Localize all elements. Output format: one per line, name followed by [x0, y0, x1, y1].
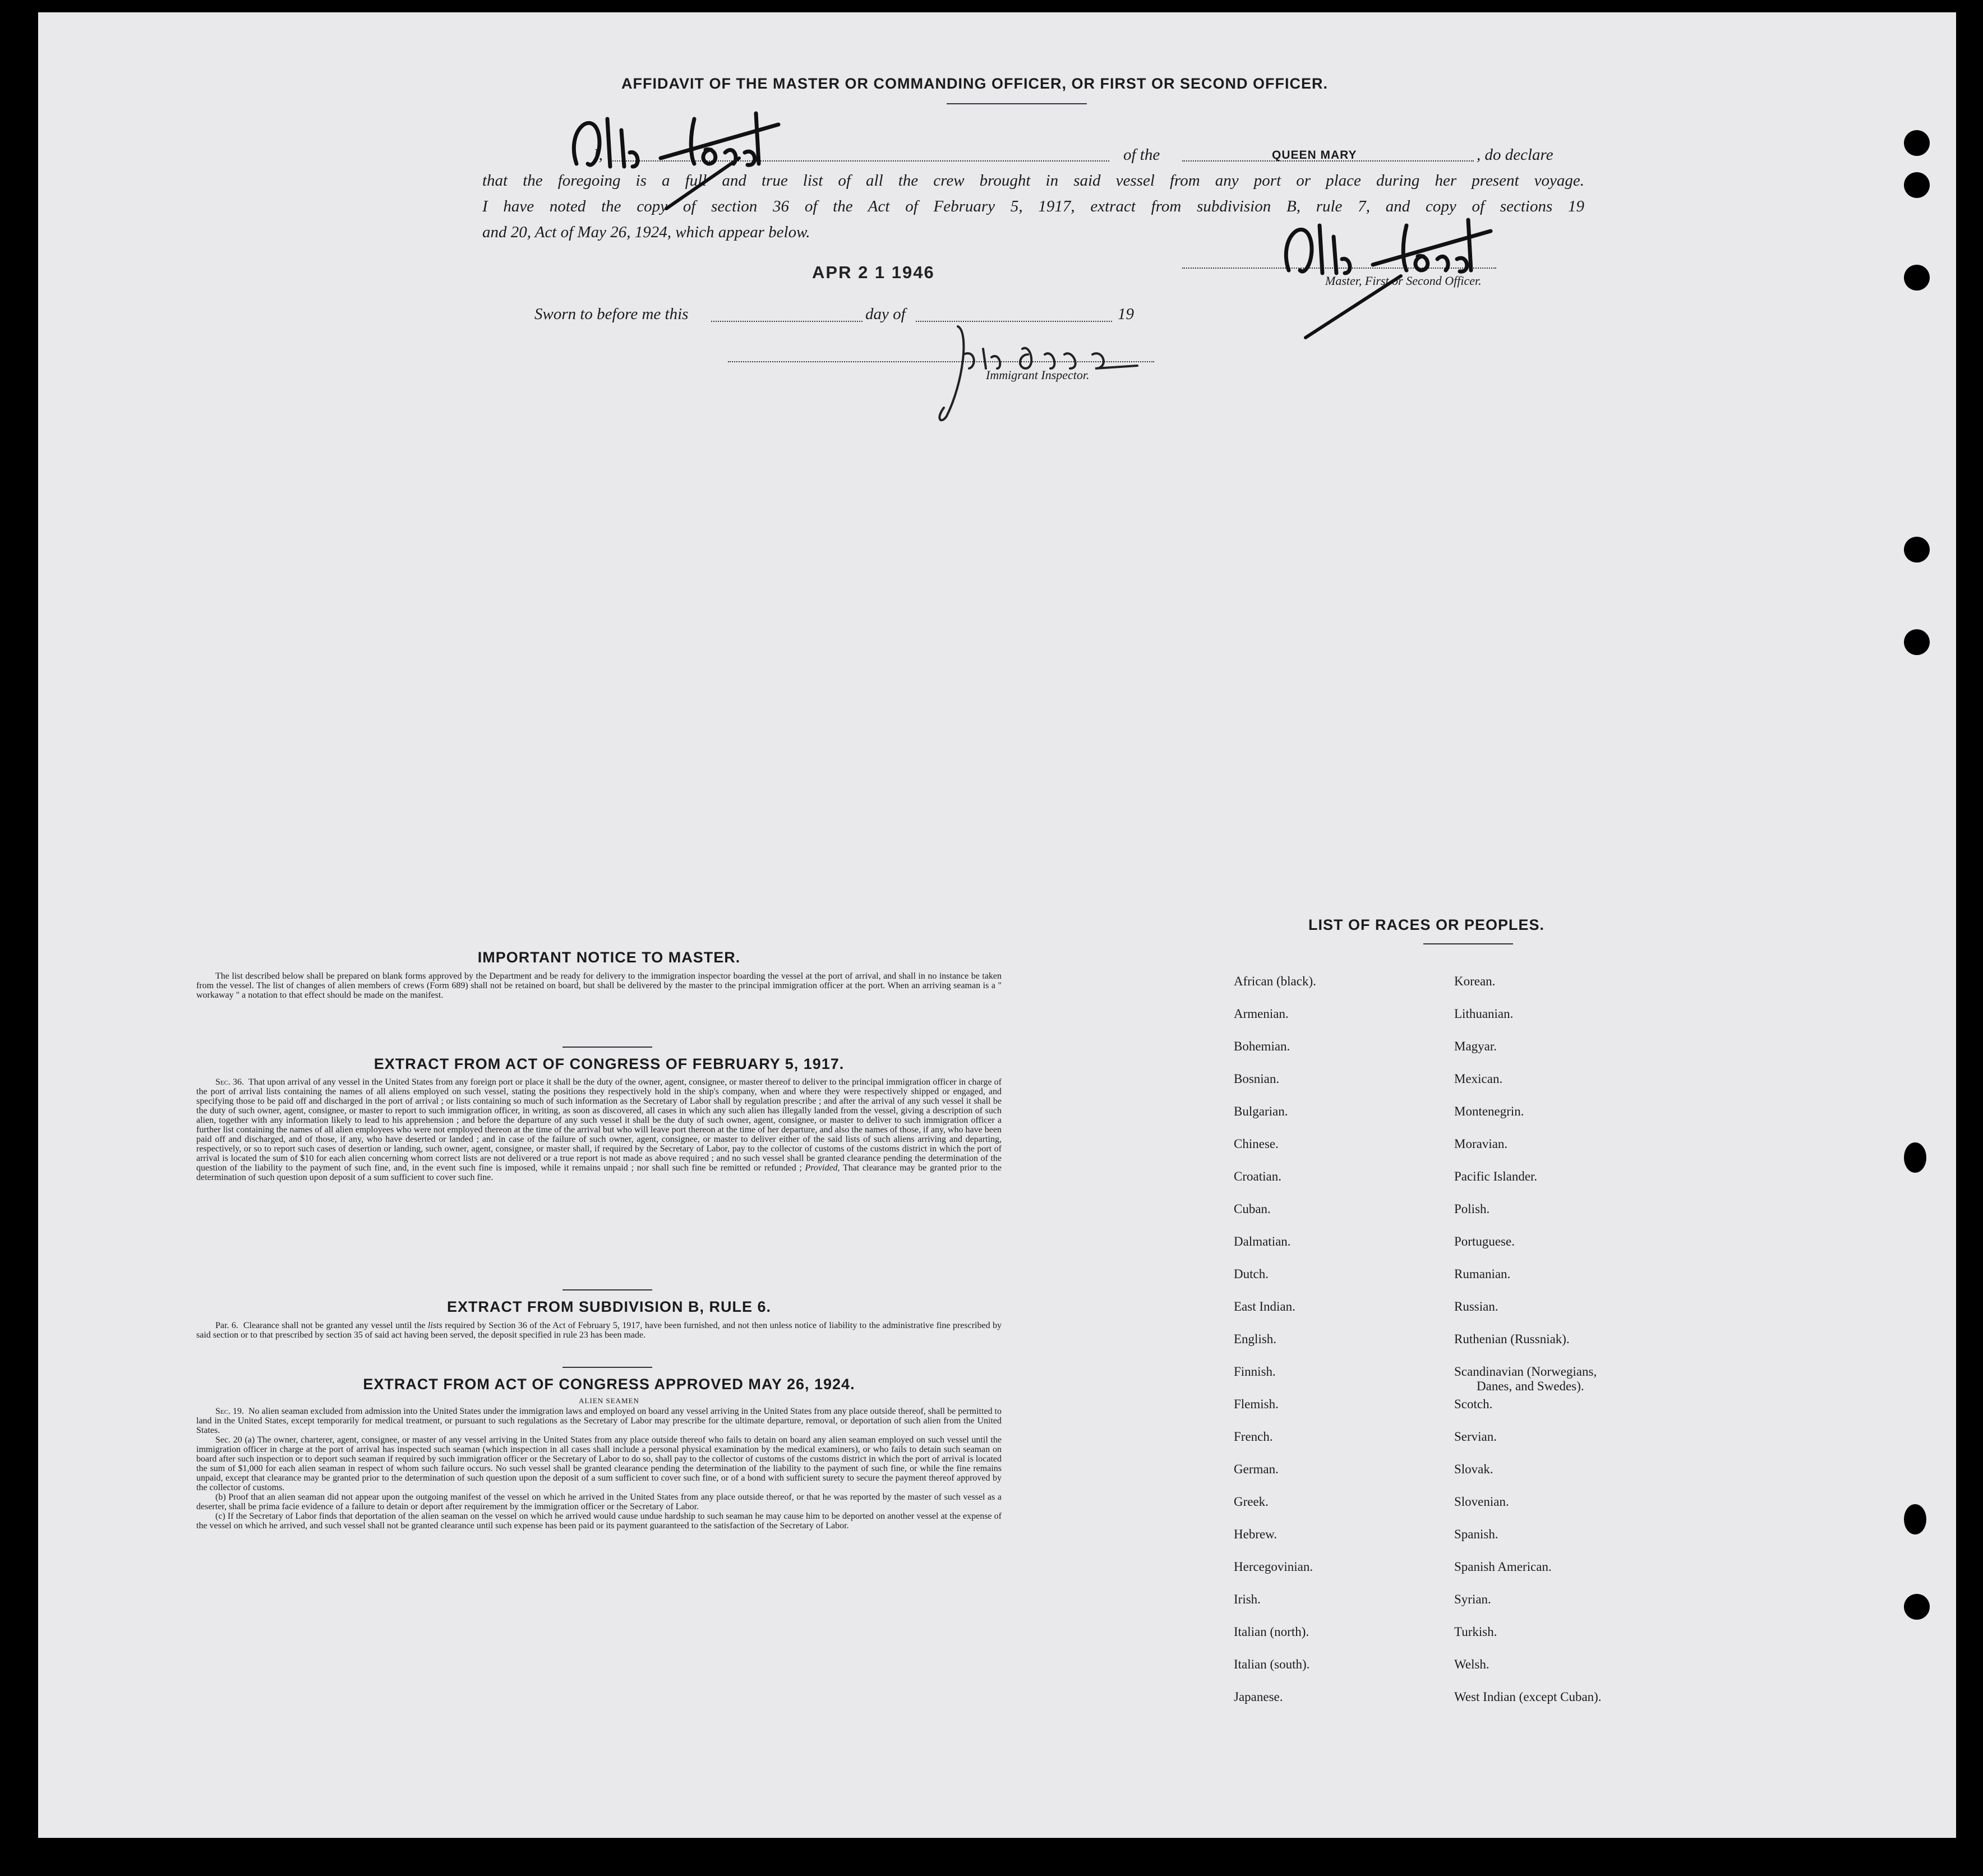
race-item: Italian (south). [1234, 1657, 1310, 1671]
race-item-continuation: Danes, and Swedes). [1477, 1379, 1584, 1393]
affidavit-title: AFFIDAVIT OF THE MASTER OR COMMANDING OFFICER, OR FIRST OR SECOND OFFICER. [621, 75, 1328, 92]
races-rule [1423, 943, 1513, 944]
race-item: Chinese. [1234, 1137, 1279, 1151]
notice-body-block [196, 971, 1002, 1000]
date-stamp: APR 2 1 1946 [812, 262, 935, 282]
sec-20b-body: (b) Proof that an alien seaman did not appear upon the outgoing manifest of the vessel on which he arrived in the United States from any place outside thereof, or that he was reported by the master of such vessel as a deserter, shall be prima facie evidence of a failure to detain or deport after requirement by the immigration officer or the Secretary of Labor. [196, 1492, 1002, 1511]
binder-hole [1904, 265, 1930, 291]
sec-36-label: Sec. 36. [215, 1077, 245, 1087]
sec-20a-body: Sec. 20 (a) The owner, charterer, agent, consignee, or master of any vessel arriving in the United States from any place outside thereof who fails to detain on board any alien seaman employed on such vessel until the immigration officer in charge at the port of arrival has inspected such seaman (which inspection in all cases shall include a personal physical examination by the medical examiners), or who fails to detain such seaman on board after such inspection or to deport such seaman if required by such immigration officer or the Secretary of Labor to do so, shall pay to the collector of customs of the customs district in which the port of arrival is located the sum of $1,000 for each alien seaman in respect of whom such failure occurs. No such vessel shall be granted clearance pending the determination of the liability to the payment of such fine, or while the fine remains unpaid, except that clearance may be granted prior to the determination of such question upon the deposit of a sum sufficient to cover such fine, or of a bond with sufficient surety to secure the payment thereof approved by the collector of customs. [196, 1435, 1002, 1492]
master-signature-top [554, 96, 790, 214]
notice-rule [562, 1047, 652, 1048]
par-6-body-b: required by Section 36 of the Act of February 5, 1917, have been furnished, and not then unless notice of liability to the administrative fine prescribed by said section or to that prescribed by section 35 of said act having been served, the deposit specified in rule 23 has been made. [196, 1321, 1002, 1340]
extract-1917-block [196, 1077, 1002, 1182]
race-item: Cuban. [1234, 1202, 1271, 1216]
race-item: Armenian. [1234, 1007, 1289, 1021]
sworn-year-label: 19 [1118, 305, 1134, 323]
race-item: Slovenian. [1454, 1495, 1509, 1509]
race-item: French. [1234, 1430, 1273, 1444]
inspector-signature [924, 315, 1188, 427]
race-item: Italian (north). [1234, 1625, 1309, 1639]
race-item: Mexican. [1454, 1072, 1503, 1086]
sec-19-body: No alien seaman excluded from admission into the United States under the immigration laws and employed on board any vessel arriving in the United States from any place outside thereof, shall be permitted to land in the United States, except temporarily for medical treatment, or pursuant to such regulations as the Secretary of Labor may prescribe for the ultimate departure, removal, or deportation of such alien from the United States. [196, 1407, 1002, 1435]
race-item: Hercegovinian. [1234, 1560, 1313, 1574]
race-item: Turkish. [1454, 1625, 1497, 1639]
race-item: West Indian (except Cuban). [1454, 1690, 1602, 1704]
race-item: Bosnian. [1234, 1072, 1280, 1086]
binder-hole [1904, 172, 1930, 198]
affidavit-line-2: that the foregoing is a full and true list of all the crew brought in said vessel from any port or place during her present voyage. [482, 172, 1584, 190]
race-item: Welsh. [1454, 1657, 1489, 1671]
race-item: African (black). [1234, 974, 1316, 988]
binder-hole [1904, 1504, 1926, 1534]
race-item: Russian. [1454, 1299, 1498, 1313]
subdivision-title: EXTRACT FROM SUBDIVISION B, RULE 6. [446, 1298, 772, 1315]
binder-hole [1904, 1142, 1926, 1173]
race-item: Lithuanian. [1454, 1007, 1514, 1021]
extract-1917-title: EXTRACT FROM ACT OF CONGRESS OF FEBRUARY 5, 1917. [373, 1055, 845, 1072]
extract-1924-title: EXTRACT FROM ACT OF CONGRESS APPROVED MAY 26, 1924. [363, 1376, 855, 1393]
race-item: Moravian. [1454, 1137, 1508, 1151]
binder-hole [1904, 130, 1930, 156]
race-item: Greek. [1234, 1495, 1269, 1509]
race-item: Bulgarian. [1234, 1104, 1288, 1118]
race-item: Slovak. [1454, 1462, 1493, 1476]
vessel-name: QUEEN MARY [1272, 149, 1357, 162]
title-rule [947, 103, 1087, 104]
inspector-caption: Immigrant Inspector. [986, 368, 1090, 382]
provided-body: That clearance may be granted prior to the determination of such question upon deposit of a sum sufficient to cover such fine. [196, 1163, 1002, 1182]
race-item: Japanese. [1234, 1690, 1283, 1704]
affidavit-pronoun: I, [593, 146, 603, 164]
par-6-label: Par. 6. [215, 1321, 238, 1330]
provided-label: Provided, [805, 1163, 840, 1173]
race-item: Croatian. [1234, 1169, 1281, 1183]
alien-seamen-subtitle: ALIEN SEAMEN [579, 1396, 639, 1405]
race-item: Hebrew. [1234, 1527, 1278, 1541]
race-item: Portuguese. [1454, 1234, 1515, 1248]
extract-1924-block [196, 1407, 1002, 1531]
race-item: Dalmatian. [1234, 1234, 1291, 1248]
race-item: Spanish. [1454, 1527, 1498, 1541]
race-item: Scandinavian (Norwegians, [1454, 1365, 1597, 1379]
sworn-day-blank [711, 321, 863, 322]
document-page [38, 12, 1956, 1838]
subdivision-block [196, 1321, 1002, 1340]
race-item: English. [1234, 1332, 1277, 1346]
binder-hole [1904, 629, 1930, 655]
sworn-prefix: Sworn to before me this [534, 305, 689, 323]
notice-body: The list described below shall be prepared on blank forms approved by the Department and be ready for delivery to the immigration inspector boarding the vessel at the port of arrival, and shall in no instance be taken from the vessel. The list of changes of alien members of crews (Form 689) shall not be retained on board, but shall be delivered by the master to the principal immigration officer at the port. When an arriving seaman is a " workaway " a notation to that effect should be made on the manifest. [196, 971, 1002, 1000]
do-declare-label: , do declare [1477, 146, 1553, 164]
affidavit-line-4: and 20, Act of May 26, 1924, which appear below. [482, 223, 810, 241]
race-item: Ruthenian (Russniak). [1454, 1332, 1570, 1346]
races-title: LIST OF RACES OR PEOPLES. [1308, 916, 1545, 933]
race-item: German. [1234, 1462, 1279, 1476]
master-signature-bottom [1266, 209, 1502, 343]
race-item: Servian. [1454, 1430, 1497, 1444]
par-6-lists: lists [427, 1321, 442, 1330]
race-item: Polish. [1454, 1202, 1490, 1216]
race-item: Syrian. [1454, 1592, 1491, 1606]
race-item: Montenegrin. [1454, 1104, 1524, 1118]
sworn-day-label: day of [865, 305, 906, 323]
race-item: East Indian. [1234, 1299, 1295, 1313]
race-item: Irish. [1234, 1592, 1261, 1606]
affidavit-line-3: I have noted the copy of section 36 of the Act of February 5, 1917, extract from subdivision B, rule 7, and copy of sections 19 [482, 197, 1584, 215]
subdivision-rule [562, 1367, 652, 1368]
notice-title: IMPORTANT NOTICE TO MASTER. [477, 949, 741, 966]
race-item: Flemish. [1234, 1397, 1279, 1411]
par-6-body-a: Clearance shall not be granted any vessel until the [243, 1321, 426, 1330]
race-item: Spanish American. [1454, 1560, 1552, 1574]
race-item: Scotch. [1454, 1397, 1493, 1411]
sec-36-body: That upon arrival of any vessel in the United States from any foreign port or place it shall be the duty of the owner, agent, consignee, or master thereof to deliver to the principal immigration officer in charge of the port of arrival lists containing the names of all aliens employed on such vessel, stating the positions they respectively hold in the ship's company, when and where they were respectively shipped or engaged, and specifying those to be paid off and discharged in the port of arrival ; or lists containing so much of such information as the Secretary of Labor shall by regulation prescribe ; and after the arrival of any such vessel it shall be the duty of such owner, agent, consignee, or master to report to such immigration officer, in writing, as soon as discovered, all cases in which any such alien has illegally landed from the vessel, giving a description of such alien, together with any information likely to lead to his apprehension ; and before the departure of any such vessel it shall be the duty of such owner, agent, consignee, or master to deliver to such immigration officer a further list containing the names of all alien employees who were not employed thereon at the time of the arrival but who will leave port thereon at the time of her departure, and also the names of those, if any, who have been paid off and discharged, and of those, if any, who have deserted or landed ; and in case of the failure of such owner, agent, consignee, or master to deliver either of the said lists of such aliens arriving and departing, respectively, or so to report such cases of desertion or landing, such owner, agent, consignee, or master shall, if required by the Secretary of Labor, pay to the collector of customs of the customs district in which the port of arrival is located the sum of $10 for each alien concerning whom correct lists are not delivered or a true report is not made as above required ; and no such vessel shall be granted clearance pending the determination of the question of the liability to the payment of such fine, and, in the event such fine is imposed, while it remains unpaid ; nor shall such fine be remitted or refunded ; [196, 1077, 1002, 1173]
race-item: Dutch. [1234, 1267, 1269, 1281]
race-item: Korean. [1454, 974, 1496, 988]
race-item: Rumanian. [1454, 1267, 1511, 1281]
binder-hole [1904, 1594, 1930, 1620]
race-item: Finnish. [1234, 1365, 1276, 1379]
sec-19-label: Sec. 19. [215, 1407, 244, 1416]
race-item: Magyar. [1454, 1039, 1497, 1053]
master-caption: Master, First or Second Officer. [1325, 274, 1482, 288]
race-item: Pacific Islander. [1454, 1169, 1538, 1183]
binder-hole [1904, 537, 1930, 563]
of-the-label: of the [1123, 146, 1160, 164]
extract-1917-rule [562, 1289, 652, 1290]
race-item: Bohemian. [1234, 1039, 1290, 1053]
sec-20c-body: (c) If the Secretary of Labor finds that deportation of the alien seaman on the vessel on which he arrived would cause undue hardship to such seaman he may cause him to be deported on another vessel at the expense of the vessel on which he arrived, and such vessel shall not be granted clearance until such expense has been paid or its payment guaranteed to the satisfaction of the Secretary of Labor. [196, 1511, 1002, 1531]
